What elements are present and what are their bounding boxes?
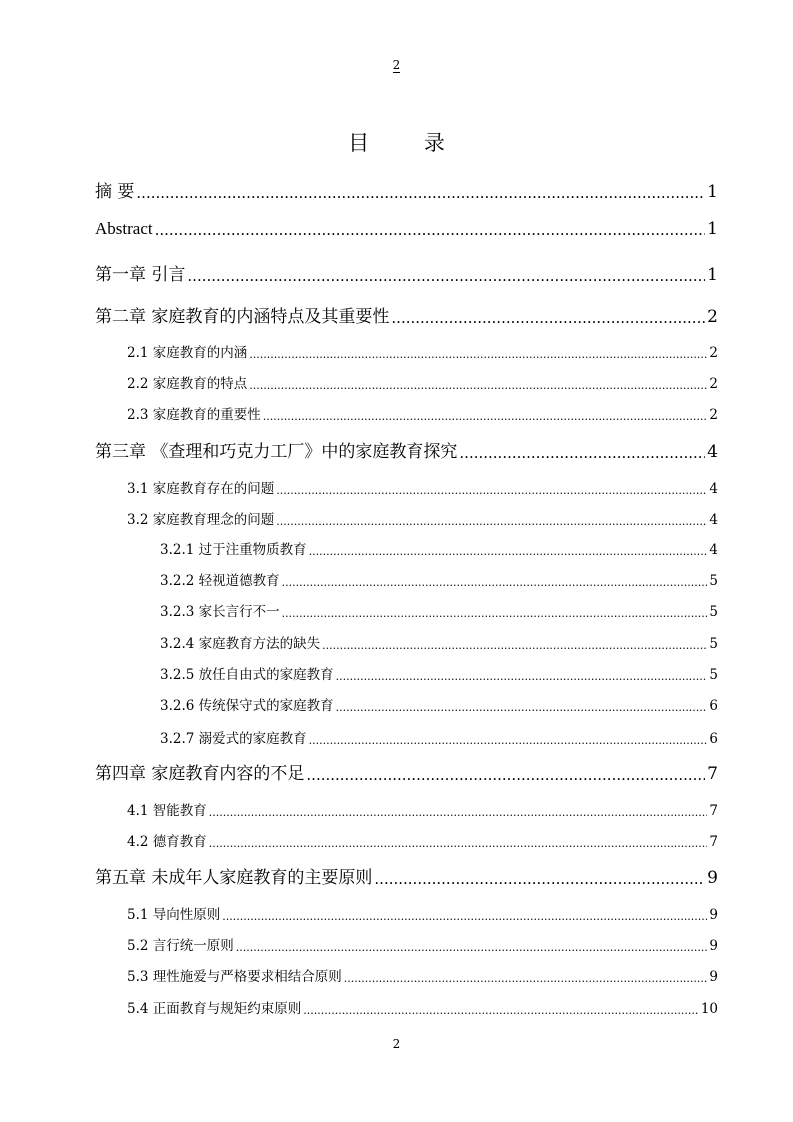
toc-leader-dots	[309, 734, 708, 747]
toc-entry-label: 3.2.1 过于注重物质教育	[160, 542, 307, 558]
toc-entry-label: 第一章 引言	[95, 265, 186, 285]
toc-leader-dots	[222, 910, 707, 923]
toc-leader-dots	[136, 184, 705, 202]
toc-leader-dots	[303, 1004, 699, 1017]
toc-entry-page: 5	[709, 667, 718, 683]
toc-entry-page: 2	[707, 307, 718, 327]
toc-entry-page: 4	[707, 442, 718, 462]
toc-entry[interactable]	[160, 727, 718, 747]
toc-leader-dots	[155, 221, 706, 239]
footer-page-number: 2	[392, 1037, 401, 1051]
toc-entry[interactable]	[127, 403, 718, 423]
toc-entry-label: 2.2 家庭教育的特点	[127, 376, 248, 392]
toc-entry[interactable]	[127, 997, 718, 1017]
toc-entry-label: 2.3 家庭教育的重要性	[127, 407, 261, 423]
toc-entry[interactable]	[160, 694, 718, 714]
toc-entry[interactable]	[95, 759, 718, 784]
toc-entry-page: 10	[700, 1001, 718, 1017]
toc-entry-page: 4	[709, 481, 718, 497]
toc-entry[interactable]	[160, 600, 718, 620]
toc-leader-dots	[322, 639, 707, 652]
toc-entry-page: 6	[709, 731, 718, 747]
toc-entry[interactable]	[127, 477, 718, 497]
toc-entry-page: 7	[709, 803, 718, 819]
toc-leader-dots	[276, 484, 707, 497]
toc-entry-page: 6	[709, 698, 718, 714]
toc-leader-dots	[306, 766, 705, 784]
toc-leader-dots	[282, 576, 708, 589]
toc-entry[interactable]	[127, 830, 718, 850]
toc-entry-page: 5	[709, 573, 718, 589]
toc-leader-dots	[249, 348, 707, 361]
toc-entry[interactable]	[95, 219, 718, 239]
toc-entry-page: 7	[709, 834, 718, 850]
toc-entry-page: 4	[709, 542, 718, 558]
toc-entry-page: 9	[709, 938, 718, 954]
toc-entry-label: 3.2.3 家长言行不一	[160, 604, 280, 620]
toc-entry-label: 5.3 理性施爱与严格要求相结合原则	[127, 969, 342, 985]
toc-entry[interactable]	[95, 177, 718, 202]
toc-entry-page: 1	[707, 265, 718, 285]
toc-leader-dots	[336, 701, 708, 714]
toc-entry[interactable]	[127, 372, 718, 392]
toc-entry-label: 第二章 家庭教育的内涵特点及其重要性	[95, 307, 390, 327]
toc-entry-label: 2.1 家庭教育的内涵	[127, 345, 248, 361]
toc-entry[interactable]	[95, 863, 718, 888]
toc-leader-dots	[209, 837, 708, 850]
toc-entry[interactable]	[160, 663, 718, 683]
header-page-number-text: 2	[392, 58, 401, 72]
toc-leader-dots	[374, 870, 705, 888]
toc-entry-label: 5.4 正面教育与规矩约束原则	[127, 1001, 302, 1017]
toc-entry[interactable]	[127, 799, 718, 819]
toc-entry-label: 3.2 家庭教育理念的问题	[127, 512, 275, 528]
toc-entry-page: 1	[707, 182, 718, 202]
toc-leader-dots	[391, 309, 705, 327]
toc-entry-page: 2	[709, 345, 718, 361]
toc-entry-label: 第四章 家庭教育内容的不足	[95, 764, 305, 784]
toc-leader-dots	[336, 670, 708, 683]
toc-entry-page: 2	[709, 376, 718, 392]
toc-leader-dots	[249, 379, 707, 392]
toc-leader-dots	[282, 607, 708, 620]
toc-entry-label: 3.1 家庭教育存在的问题	[127, 481, 275, 497]
toc-entry-label: 摘 要	[95, 182, 135, 202]
toc-entry[interactable]	[160, 538, 718, 558]
toc-entry[interactable]	[95, 260, 718, 285]
toc-entry-label: 5.2 言行统一原则	[127, 938, 234, 954]
toc-entry-page: 9	[709, 969, 718, 985]
toc-entry-label: Abstract	[95, 219, 153, 238]
toc-entry-page: 9	[709, 907, 718, 923]
toc-entry[interactable]	[127, 508, 718, 528]
toc-leader-dots	[344, 972, 708, 985]
toc-entry-page: 5	[709, 604, 718, 620]
toc-leader-dots	[276, 515, 707, 528]
toc-leader-dots	[309, 545, 708, 558]
toc-entry[interactable]	[95, 302, 718, 327]
toc-entry-label: 5.1 导向性原则	[127, 907, 221, 923]
toc-entry-label: 3.2.6 传统保守式的家庭教育	[160, 698, 334, 714]
toc-leader-dots	[459, 444, 705, 462]
toc-entry[interactable]	[160, 569, 718, 589]
toc-entry-page: 4	[709, 512, 718, 528]
toc-entry-label: 第三章 《查理和巧克力工厂》中的家庭教育探究	[95, 442, 458, 462]
toc-entry[interactable]	[127, 903, 718, 923]
toc-entry[interactable]	[95, 437, 718, 462]
toc-entry-page: 9	[707, 868, 718, 888]
toc-entry-label: 4.1 智能教育	[127, 803, 207, 819]
toc-entry-label: 3.2.4 家庭教育方法的缺失	[160, 636, 321, 652]
toc-entry[interactable]	[127, 965, 718, 985]
toc-title: 目 录	[348, 131, 469, 155]
toc-entry[interactable]	[127, 934, 718, 954]
toc-leader-dots	[209, 806, 708, 819]
toc-leader-dots	[187, 267, 705, 285]
toc-leader-dots	[263, 410, 708, 423]
toc-entry-label: 4.2 德育教育	[127, 834, 207, 850]
toc-leader-dots	[236, 941, 708, 954]
toc-entry-page: 7	[707, 764, 718, 784]
toc-entry[interactable]	[127, 341, 718, 361]
toc-entry-page: 5	[709, 636, 718, 652]
toc-entry-page: 1	[707, 219, 718, 239]
toc-entry[interactable]	[160, 632, 718, 652]
toc-entry-label: 3.2.5 放任自由式的家庭教育	[160, 667, 334, 683]
toc-entry-label: 3.2.2 轻视道德教育	[160, 573, 280, 589]
header-page-number	[0, 58, 793, 73]
toc-entry-label: 3.2.7 溺爱式的家庭教育	[160, 731, 307, 747]
toc-entry-label: 第五章 未成年人家庭教育的主要原则	[95, 868, 373, 888]
toc-entry-page: 2	[709, 407, 718, 423]
